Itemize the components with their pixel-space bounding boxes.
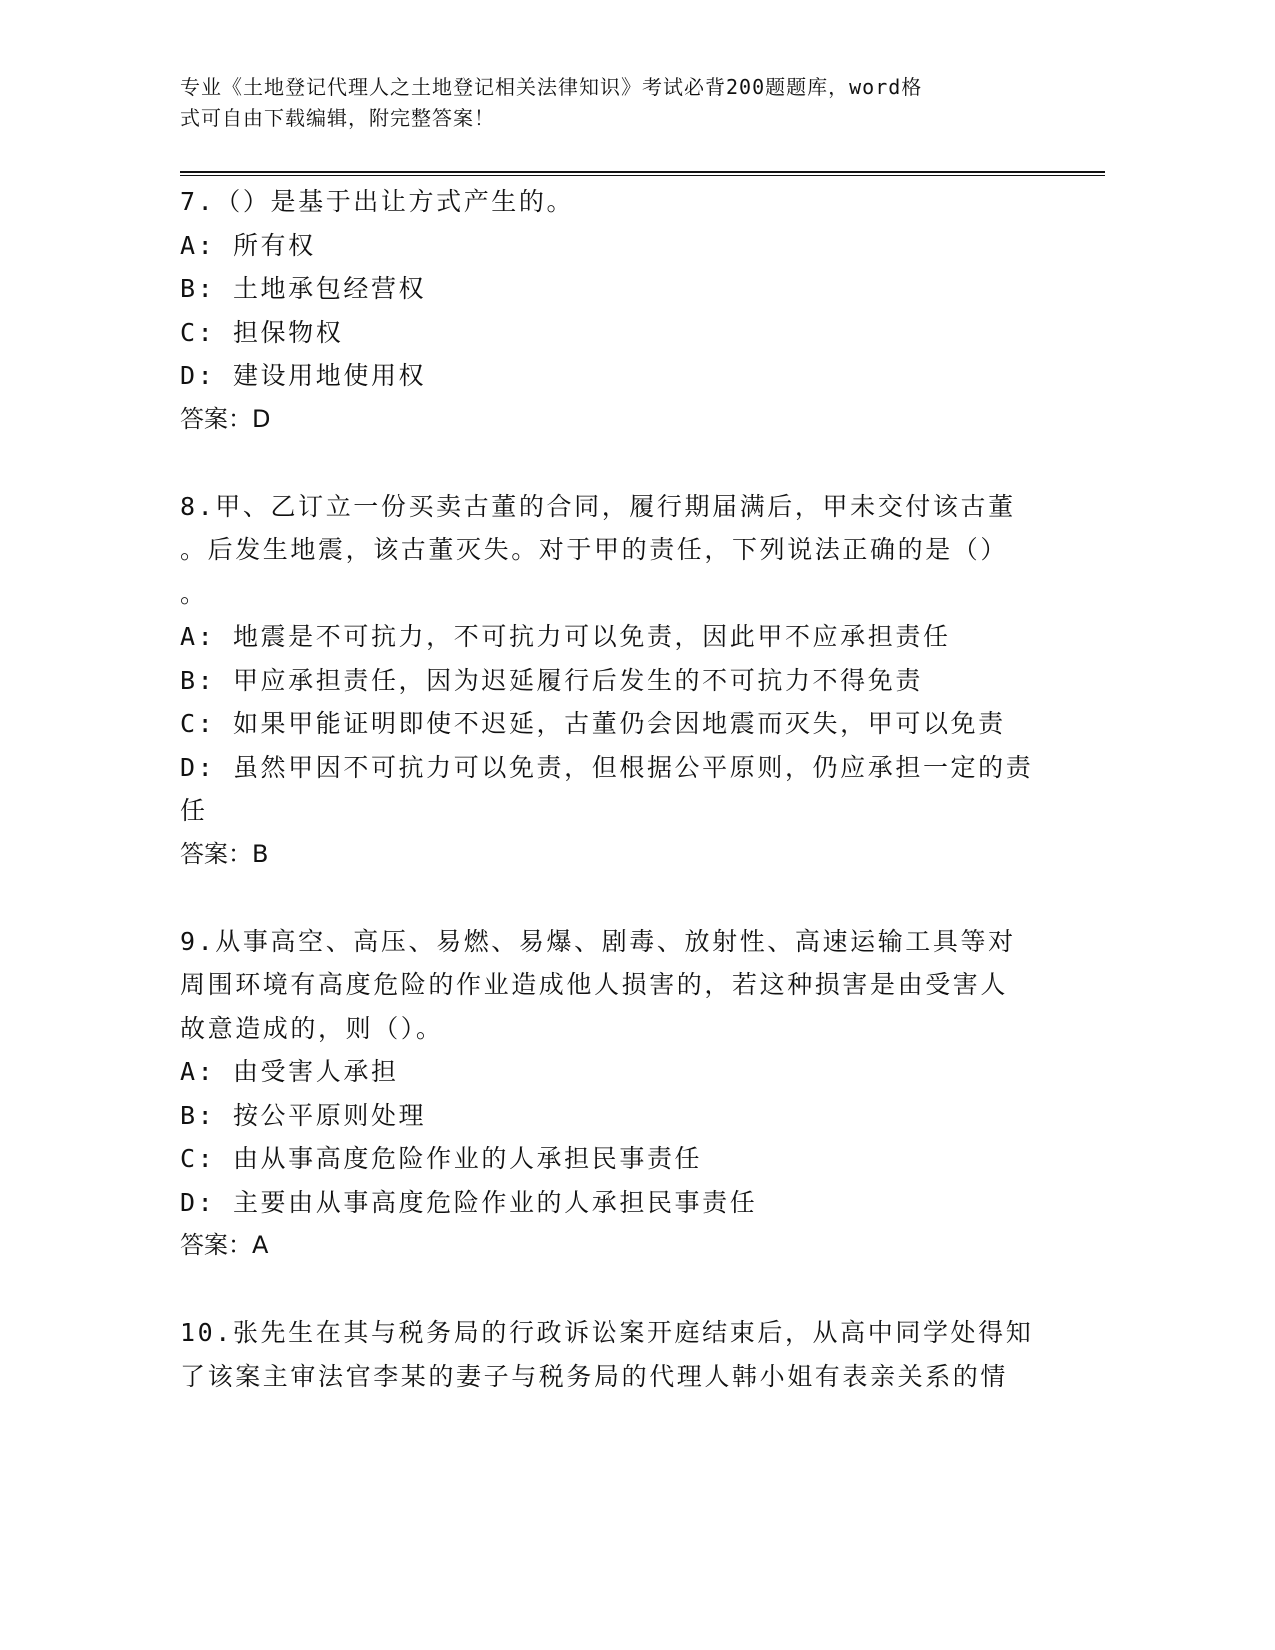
header-line: 专业《土地登记代理人之土地登记相关法律知识》考试必背200题题库，word格 <box>180 75 923 99</box>
question-text: 。后发生地震，该古董灭失。对于甲的责任，下列说法正确的是（） <box>180 535 1009 564</box>
question-item <box>180 1311 1080 1398</box>
header-line: 式可自由下载编辑，附完整答案！ <box>180 106 495 130</box>
option-text: A: 所有权 <box>180 230 316 260</box>
answer-text: 答案：D <box>180 404 271 433</box>
option-text: B: 甲应承担责任，因为迟延履行后发生的不可抗力不得免责 <box>180 665 923 695</box>
option-text: D: 主要由从事高度危险作业的人承担民事责任 <box>180 1187 758 1217</box>
option-text: D: 建设用地使用权 <box>180 361 427 390</box>
document-header <box>180 72 1040 134</box>
question-text: 了该案主审法官李某的妻子与税务局的代理人韩小姐有表亲关系的情 <box>180 1361 1009 1391</box>
answer-text: 答案：B <box>180 839 269 868</box>
question-list <box>180 180 1080 1442</box>
option-text: C: 担保物权 <box>180 317 344 347</box>
question-text: 7.（）是基于出让方式产生的。 <box>180 187 575 216</box>
option-text: D: 虽然甲因不可抗力可以免责，但根据公平原则，仍应承担一定的责 <box>180 752 1034 782</box>
option-text: C: 由从事高度危险作业的人承担民事责任 <box>180 1144 703 1173</box>
question-text: 10.张先生在其与税务局的行政诉讼案开庭结束后，从高中同学处得知 <box>180 1318 1034 1347</box>
header-divider <box>180 171 1105 176</box>
question-item <box>180 180 1080 441</box>
option-text: A: 由受害人承担 <box>180 1057 399 1086</box>
question-text: 9.从事高空、高压、易燃、易爆、剧毒、放射性、高速运输工具等对 <box>180 926 1016 956</box>
option-text: B: 土地承包经营权 <box>180 274 427 303</box>
question-text: 。 <box>180 578 208 608</box>
question-item <box>180 920 1080 1268</box>
option-text: 任 <box>180 796 208 825</box>
option-text: C: 如果甲能证明即使不迟延，古董仍会因地震而灭失，甲可以免责 <box>180 709 1006 738</box>
option-text: A: 地震是不可抗力，不可抗力可以免责，因此甲不应承担责任 <box>180 622 951 651</box>
answer-text: 答案：A <box>180 1231 269 1259</box>
question-text: 8.甲、乙订立一份买卖古董的合同，履行期届满后，甲未交付该古董 <box>180 491 1016 521</box>
question-text: 故意造成的，则（）。 <box>180 1013 444 1043</box>
option-text: B: 按公平原则处理 <box>180 1100 427 1130</box>
question-item <box>180 485 1080 877</box>
question-text: 周围环境有高度危险的作业造成他人损害的，若这种损害是由受害人 <box>180 970 1009 999</box>
